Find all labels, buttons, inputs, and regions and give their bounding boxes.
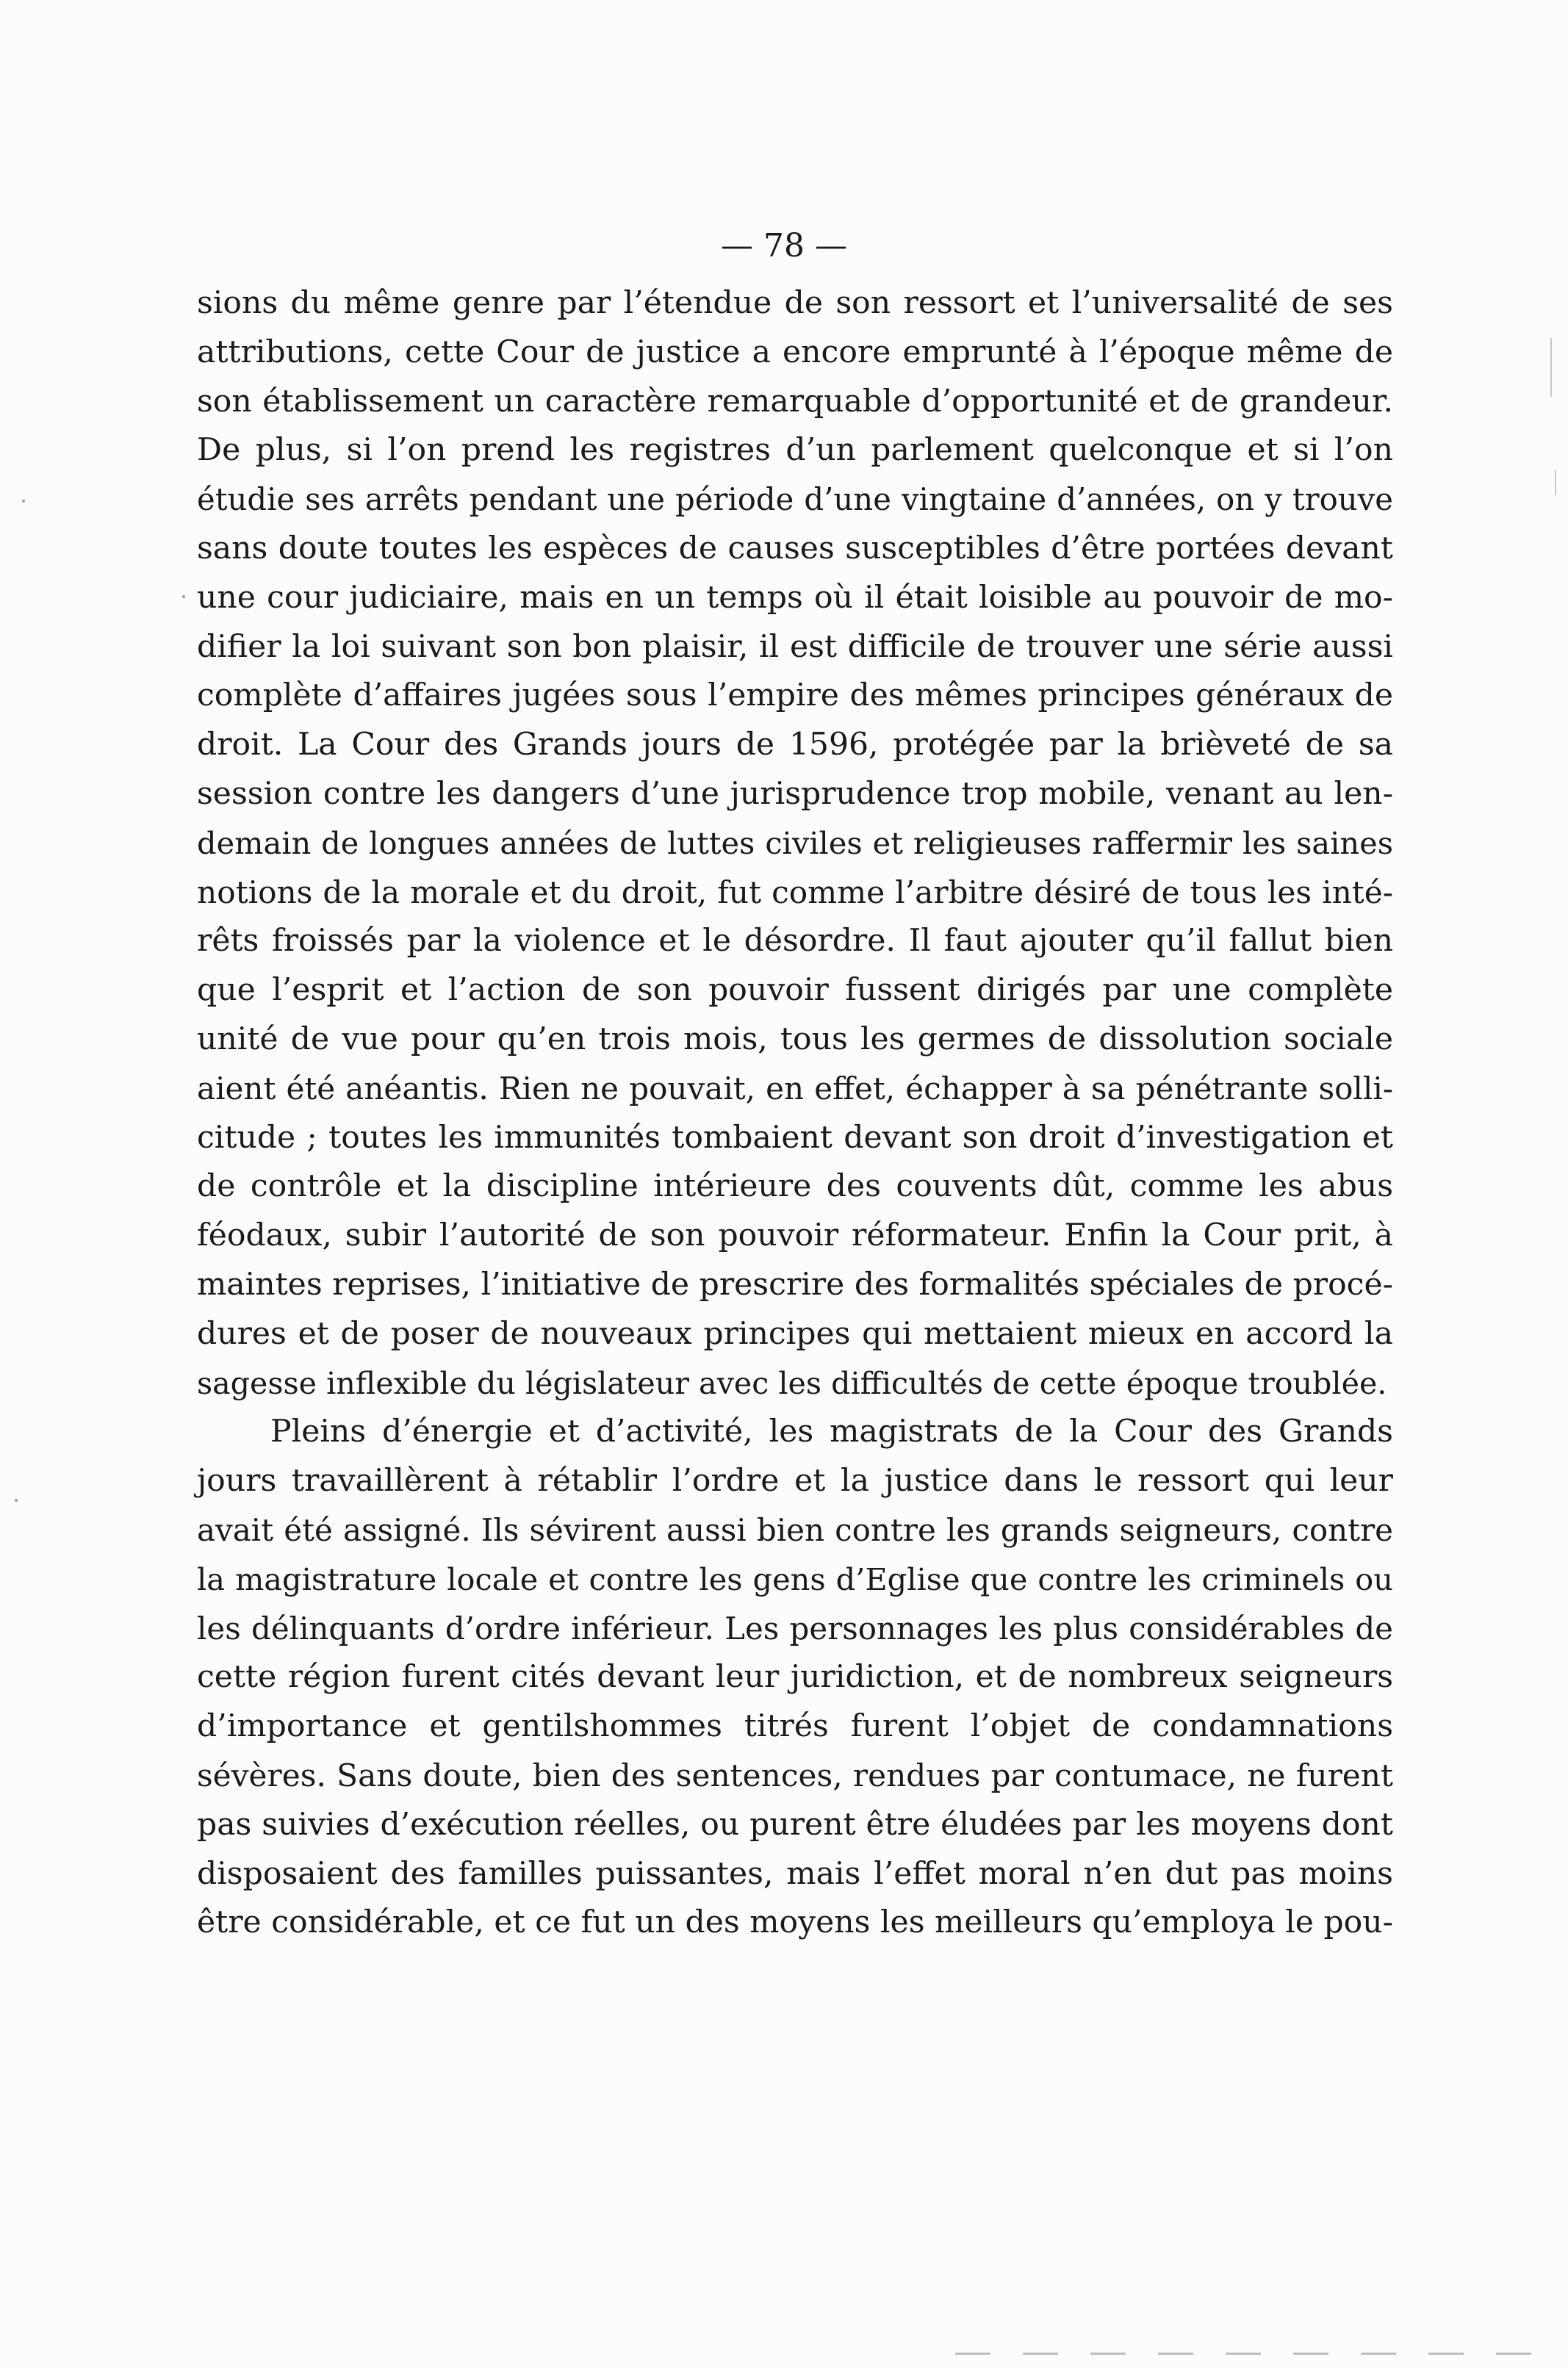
text-line: être considérable, et ce fut un des moyens les meilleurs qu’employa le pou- [197, 1904, 1393, 1941]
text-line: de contrôle et la discipline intérieure des couvents dût, comme les abus [197, 1168, 1393, 1205]
text-line: que l’esprit et l’action de son pouvoir fussent dirigés par une complète [197, 972, 1393, 1009]
text-line: une cour judiciaire, mais en un temps où il était loisible au pouvoir de mo- [197, 579, 1393, 616]
text-line: d’importance et gentilshommes titrés furent l’objet de condamnations [197, 1708, 1393, 1745]
text-line: avait été assigné. Ils sévirent aussi bien contre les grands seigneurs, contre [197, 1511, 1393, 1548]
text-line: sions du même genre par l’étendue de son ressort et l’universalité de ses [197, 285, 1393, 321]
text-line: étudie ses arrêts pendant une période d’une vingtaine d’années, on y trouve [197, 481, 1393, 518]
text-line: unité de vue pour qu’en trois mois, tous les germes de dissolution sociale [197, 1021, 1393, 1057]
text-line: attributions, cette Cour de justice a encore emprunté à l’époque même de [197, 334, 1393, 370]
scan-speck [15, 1499, 18, 1502]
text-line: droit. La Cour des Grands jours de 1596, protégée par la brièveté de sa [197, 727, 1393, 763]
text-line: difier la loi suivant son bon plaisir, il est difficile de trouver une série aussi [197, 628, 1393, 665]
text-line: De plus, si l’on prend les registres d’un parlement quelconque et si l’on [197, 432, 1393, 469]
page-number: — 78 — [721, 227, 847, 264]
text-line: sévères. Sans doute, bien des sentences, rendues par contumace, ne furent [197, 1757, 1393, 1793]
text-line: maintes reprises, l’initiative de prescrire des formalités spéciales de procé- [197, 1266, 1393, 1303]
text-line: rêts froissés par la violence et le désordre. Il faut ajouter qu’il fallut bien [197, 923, 1393, 960]
scan-edge-dashes [955, 2353, 1543, 2355]
scan-speck [182, 595, 185, 598]
text-line: cette région furent cités devant leur juridiction, et de nombreux seigneurs [197, 1659, 1393, 1696]
text-line: notions de la morale et du droit, fut comme l’arbitre désiré de tous les inté- [197, 874, 1393, 910]
scan-mark [1550, 338, 1552, 397]
paragraph-start-line: Pleins d’énergie et d’activité, les magistrats de la Cour des Grands [270, 1414, 1393, 1450]
text-line: son établissement un caractère remarquable d’opportunité et de grandeur. [197, 383, 1393, 420]
scan-mark [1555, 470, 1556, 495]
text-line: aient été anéantis. Rien ne pouvait, en effet, échapper à sa pénétrante solli- [197, 1070, 1393, 1106]
paragraph-end-line: sagesse inflexible du législateur avec les difficultés de cette époque troublée. [197, 1365, 1387, 1401]
text-line: citude ; toutes les immunités tombaient devant son droit d’investigation et [197, 1119, 1393, 1156]
text-line: session contre les dangers d’une jurisprudence trop mobile, venant au len- [197, 775, 1393, 812]
text-line: les délinquants d’ordre inférieur. Les personnages les plus considérables de [197, 1610, 1393, 1647]
text-line: dures et de poser de nouveaux principes qui mettaient mieux en accord la [197, 1315, 1393, 1352]
text-line: sans doute toutes les espèces de causes susceptibles d’être portées devant [197, 530, 1393, 566]
text-line: pas suivies d’exécution réelles, ou purent être éludées par les moyens dont [197, 1806, 1393, 1843]
scan-speck [22, 500, 25, 503]
text-line: féodaux, subir l’autorité de son pouvoir réformateur. Enfin la Cour prit, à [197, 1217, 1393, 1254]
text-line: jours travaillèrent à rétablir l’ordre et la justice dans le ressort qui leur [197, 1463, 1393, 1500]
text-line: complète d’affaires jugées sous l’empire des mêmes principes généraux de [197, 677, 1393, 714]
text-line: demain de longues années de luttes civiles et religieuses raffermir les saines [197, 824, 1393, 861]
text-line: la magistrature locale et contre les gens d’Eglise que contre les criminels ou [197, 1561, 1393, 1597]
text-line: disposaient des familles puissantes, mais l’effet moral n’en dut pas moins [197, 1855, 1393, 1892]
body-text [197, 279, 1393, 1948]
